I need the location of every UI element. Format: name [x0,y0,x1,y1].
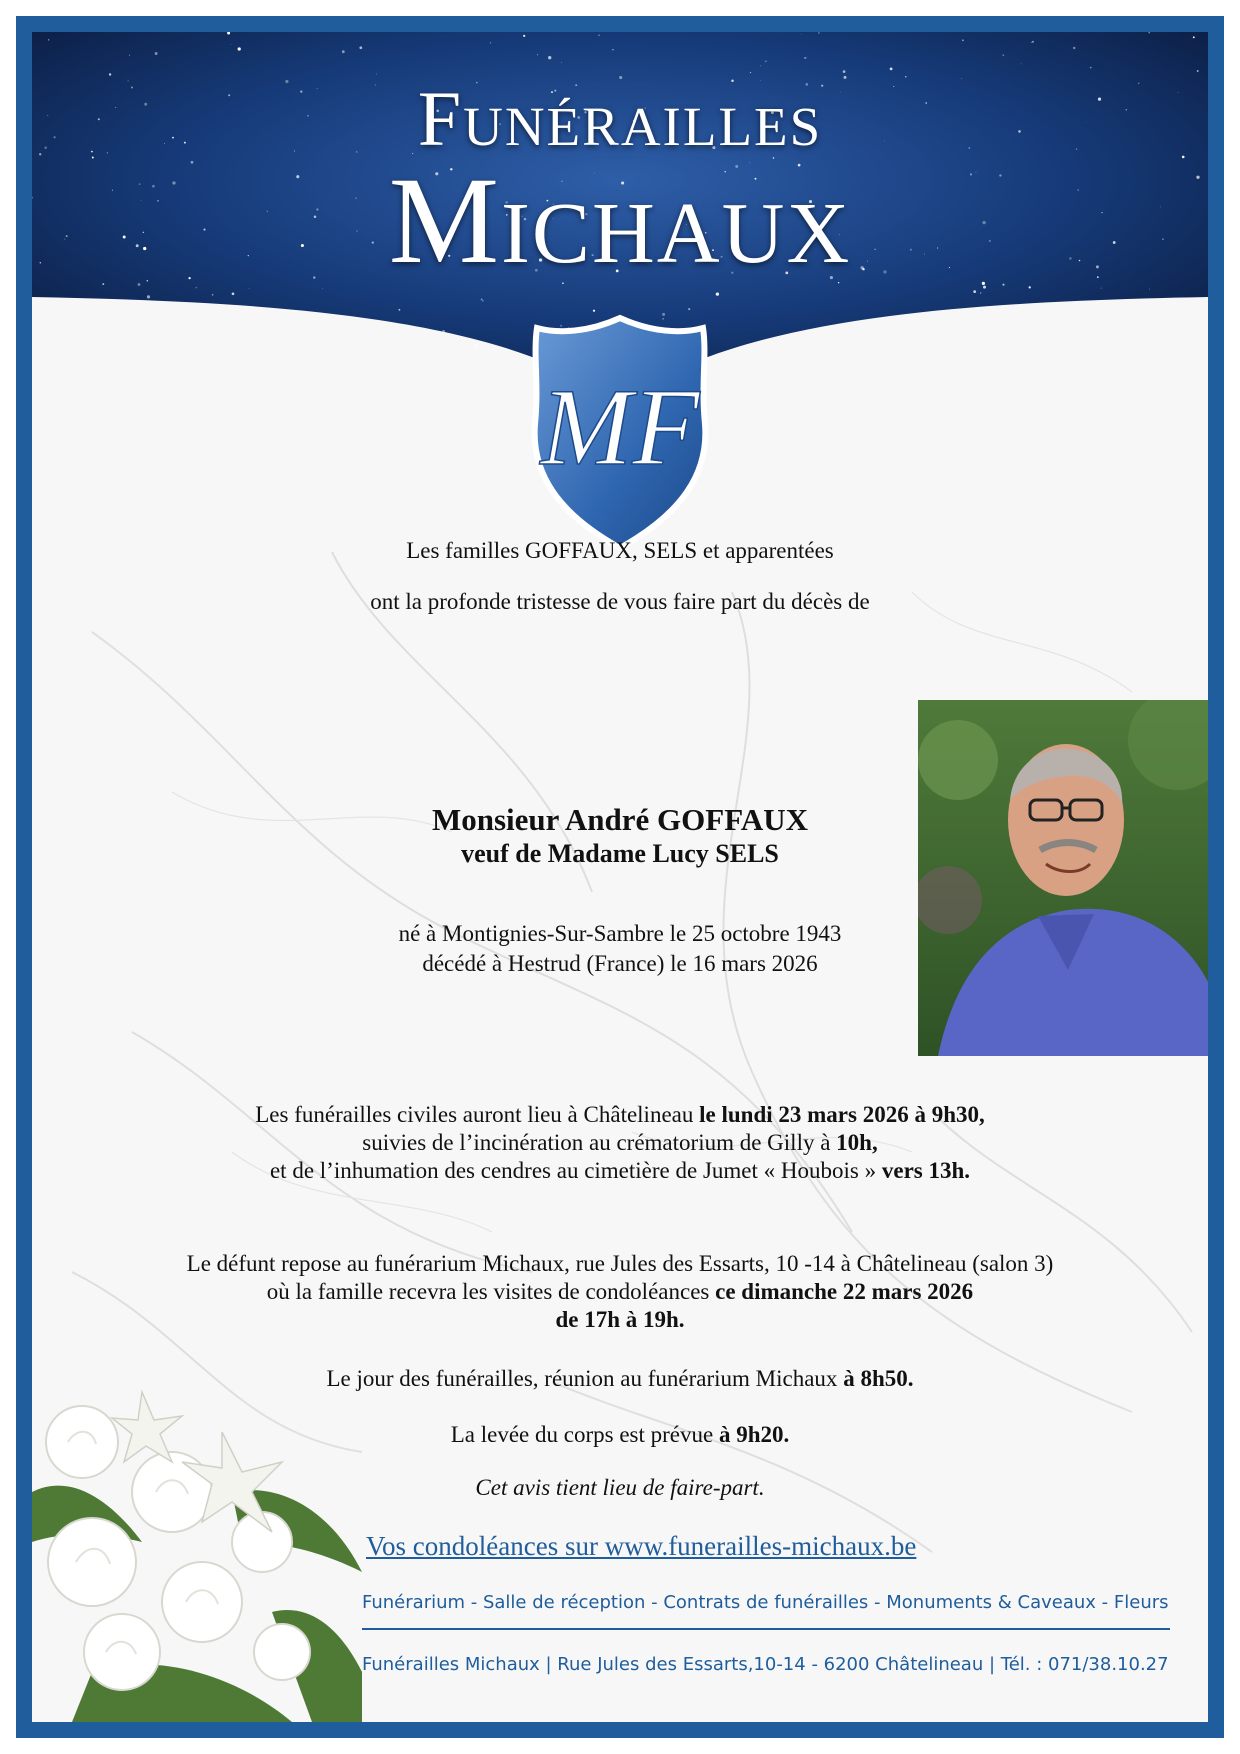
levee-info: La levée du corps est prévue à 9h20. [450,1422,790,1447]
svg-text:MF: MF [540,366,700,488]
visitation-details: Le défunt repose au funérarium Michaux, rue Jules des Essarts, 10 -14 à Châtelineau (salon 3) où la famille recevra les visites de condoléances ce dimanche 22 mars 2026 de 17h à 19h. [186,1251,1054,1332]
brand-title-line1: Funérailles [417,75,823,162]
white-flowers-bouquet [32,1372,362,1722]
services-list: Funérarium - Salle de réception - Contrats de funérailles - Monuments & Caveaux - Fleurs [362,1592,1169,1613]
portrait-photo [918,700,1208,1056]
shield-logo-icon [529,314,711,552]
funeral-details: Les funérailles civiles auront lieu à Châtelineau le lundi 23 mars 2026 à 9h30, suivies de l’incinération au crématorium de Gilly à 10h, et de l’inhumation des cendres au cimetière de Jumet « Houbois » vers 13h. [255,1102,985,1183]
intro-announcement: ont la profonde tristesse de vous faire part du décès de [370,589,870,614]
birth-info: né à Montignies-Sur-Sambre le 25 octobre 1943 [398,921,842,946]
deceased-spouse: veuf de Madame Lucy SELS [461,839,779,868]
brand-title-line2: Michaux [388,152,852,289]
deceased-name: Monsieur André GOFFAUX [431,802,808,837]
notice-sheet [32,32,1208,1722]
condolences-link[interactable]: Vos condoléances sur www.funerailles-michaux.be [366,1531,917,1561]
meeting-info: Le jour des funérailles, réunion au funérarium Michaux à 8h50. [326,1366,914,1391]
death-info: décédé à Hestrud (France) le 16 mars 2026 [422,951,818,976]
intro-families: Les familles GOFFAUX, SELS et apparentées [406,538,834,563]
closing-note: Cet avis tient lieu de faire-part. [475,1475,765,1500]
company-address: Funérailles Michaux | Rue Jules des Essarts,10-14 - 6200 Châtelineau | Tél. : 071/38.10.27 [362,1654,1169,1675]
page-border [16,16,1224,1738]
footer-divider [362,1628,1170,1630]
